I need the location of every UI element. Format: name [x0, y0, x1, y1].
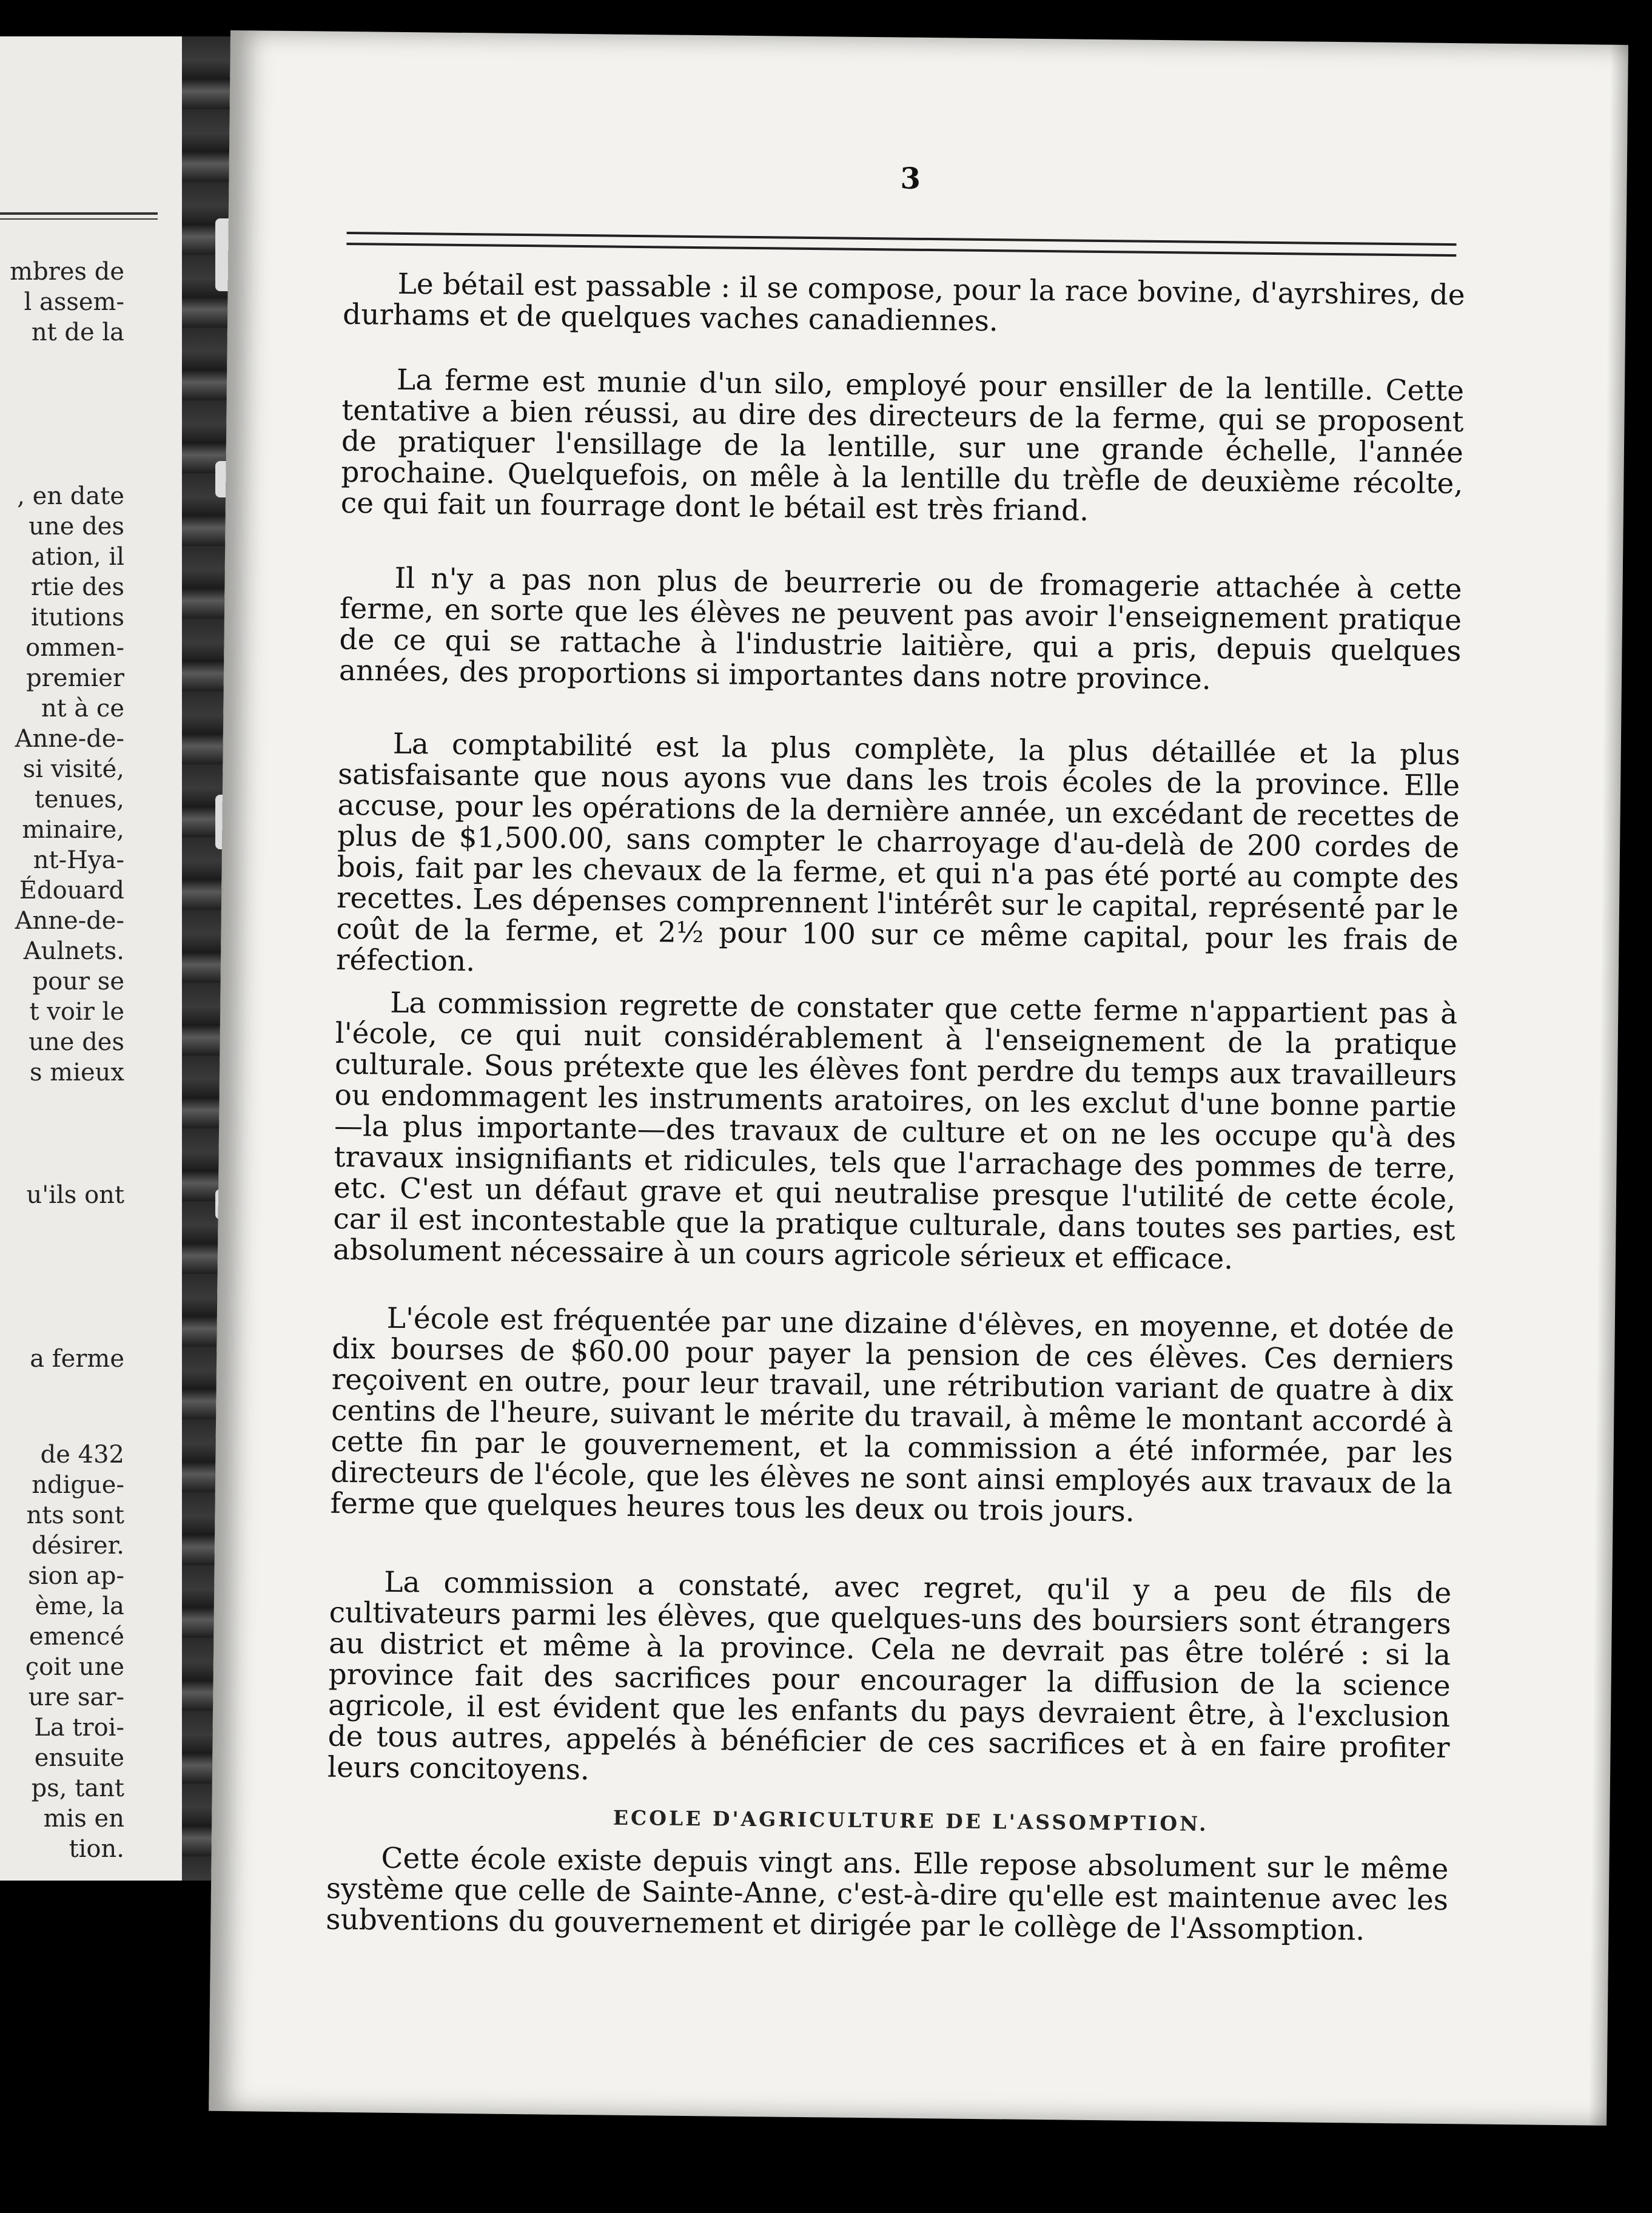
left-line: ure sar- — [28, 1683, 124, 1711]
left-page-rule — [0, 212, 158, 220]
left-page-fragment — [0, 36, 182, 1881]
header-rule — [346, 232, 1456, 257]
left-line: s mieux — [30, 1059, 124, 1086]
left-line: ensuite — [34, 1744, 124, 1772]
left-line: une des — [29, 1028, 124, 1056]
paragraph-silo: La ferme est munie d'un silo, employé pour ensiller de la lentille. Cette tentative a bien réussi, au dire des directeurs de la ferme, qui se proposent de pratiquer l'ensillage de la lentille, sur une grande échelle, l'année prochaine. Quelquefois, on mêle à la lentille du trèfle de deuxième récolte, ce qui fait un fourrage dont le bétail est très friand. — [340, 363, 1465, 528]
left-line: itutions — [31, 604, 124, 632]
left-line: La troi- — [34, 1714, 124, 1742]
paragraph-comptabilite: La comptabilité est la plus complète, la plus détaillée et la plus satisfaisante que nous ayons vue dans les trois écoles de la province. Elle accuse, pour les opérations de la dernière année, un excédant de recettes de plus de $1,500.00, sans compter le charroyage d'au-delà de 200 cordes de bois, fait par les chevaux de la ferme, et qui n'a pas été porté au compte des recettes. Les dépenses comprennent l'intérêt sur le capital, représenté par le coût de la ferme, et 2½ pour 100 sur ce même capital, pour les frais de réfection. — [335, 727, 1460, 979]
left-line: désirer. — [32, 1532, 124, 1560]
left-line: t voir le — [29, 998, 124, 1026]
left-line: nts sont — [26, 1501, 124, 1529]
paragraph-assomption: Cette école existe depuis vingt ans. Elle repose absolument sur le même système que celle de Sainte-Anne, c'est-à-dire qu'elle est maintenue avec les subventions du gouvernement et dirigée par le collège de l'Assomption. — [326, 1841, 1449, 1947]
left-line: minaire, — [22, 816, 124, 844]
left-line: tenues, — [34, 786, 124, 813]
left-line: de 432 — [40, 1441, 124, 1469]
left-line: Anne-de- — [15, 725, 124, 753]
left-line: çoit une — [25, 1653, 124, 1681]
left-line: Édouard — [19, 877, 124, 904]
paragraph-commission-ferme: La commission regrette de constater que cette ferme n'appartient pas à l'école, ce qui nuit considérablement à l'enseignement de la pratique culturale. Sous prétexte que les élèves font perdre du temps aux travailleurs ou endommagent les instruments aratoires, on les exclut d'une bonne partie—la plus importante—des travaux de culture et on ne les occupe qu'à des travaux insignifiants et ridicules, tels que l'arrachage des pommes de terre, etc. C'est un défaut grave et qui neutralise presque l'utilité de cette école, car il est incontestable que la pratique culturale, dans toutes ses parties, est absolument nécessaire à un cours agricole sérieux et efficace. — [332, 986, 1458, 1276]
left-line: nt à ce — [41, 695, 124, 723]
left-line: u'ils ont — [26, 1181, 124, 1209]
left-line: nt de la — [31, 318, 124, 346]
left-line: ation, il — [31, 543, 124, 571]
paragraph-eleves: L'école est fréquentée par une dizaine d'élèves, en moyenne, et dotée de dix bourses de $60.00 pour payer la pension de ces élèves. Ces derniers reçoivent en outre, pour leur travail, une rétribution variant de quatre à dix centins de l'heure, suivant le mérite du travail, à même le montant accordé à cette fin par le gouvernement, et la commission a été informée, par les directeurs de l'école, que les élèves ne sont ainsi employés aux travaux de la ferme que quelques heures tous les deux ou trois jours. — [330, 1301, 1455, 1529]
left-line: Aulnets. — [23, 937, 124, 965]
left-line: mbres de — [10, 258, 124, 286]
left-line: a ferme — [30, 1345, 124, 1373]
left-line: ndigue- — [32, 1471, 124, 1499]
left-line: tion. — [69, 1835, 124, 1863]
left-line: une des — [29, 513, 124, 541]
left-line: premier — [26, 664, 124, 692]
left-line: emencé — [29, 1623, 124, 1651]
left-line: , en date — [17, 482, 124, 510]
left-line: si visité, — [22, 755, 124, 783]
left-line: Anne-de- — [15, 907, 124, 935]
left-line: ps, tant — [31, 1774, 124, 1802]
left-line: ommen- — [25, 634, 124, 662]
left-line: nt-Hya- — [33, 846, 124, 874]
paragraph-beurrerie: Il n'y a pas non plus de beurrerie ou de fromagerie attachée à cette ferme, en sorte que les élèves ne peuvent pas avoir l'enseignement pratique de ce qui se rattache à l'industrie laitière, qui a pris, depuis quelques années, des proportions si importantes dans notre province. — [338, 561, 1462, 696]
paragraph-fils-cultivateurs: La commission a constaté, avec regret, qu'il y a peu de fils de cultivateurs parmi les élèves, que quelques-uns des boursiers sont étrangers au district et même à la province. Cela ne devrait pas être toléré : si la province fait des sacrifices pour encourager la diffusion de la science agricole, il est évident que les enfants du pays devraient être, à l'exclusion de tous autres, appelés à bénéficier de ces sacrifices et à en faire profiter leurs concitoyens. — [327, 1565, 1452, 1787]
left-line: sion ap- — [28, 1562, 124, 1590]
paragraph-betail: Le bétail est passable : il se compose, pour la race bovine, d'ayrshires, de durhams et de quelques vaches canadiennes. — [342, 267, 1465, 339]
page-number: 3 — [900, 161, 921, 196]
left-line: ème, la — [35, 1592, 124, 1620]
left-line: rtie des — [30, 573, 124, 601]
left-line: pour se — [32, 968, 124, 995]
section-heading: ECOLE D'AGRICULTURE DE L'ASSOMPTION. — [613, 1805, 1209, 1836]
page-edge-shadow — [1588, 45, 1628, 2126]
left-line: l assem- — [24, 288, 124, 316]
main-page — [209, 30, 1628, 2126]
left-line: mis en — [43, 1805, 124, 1833]
